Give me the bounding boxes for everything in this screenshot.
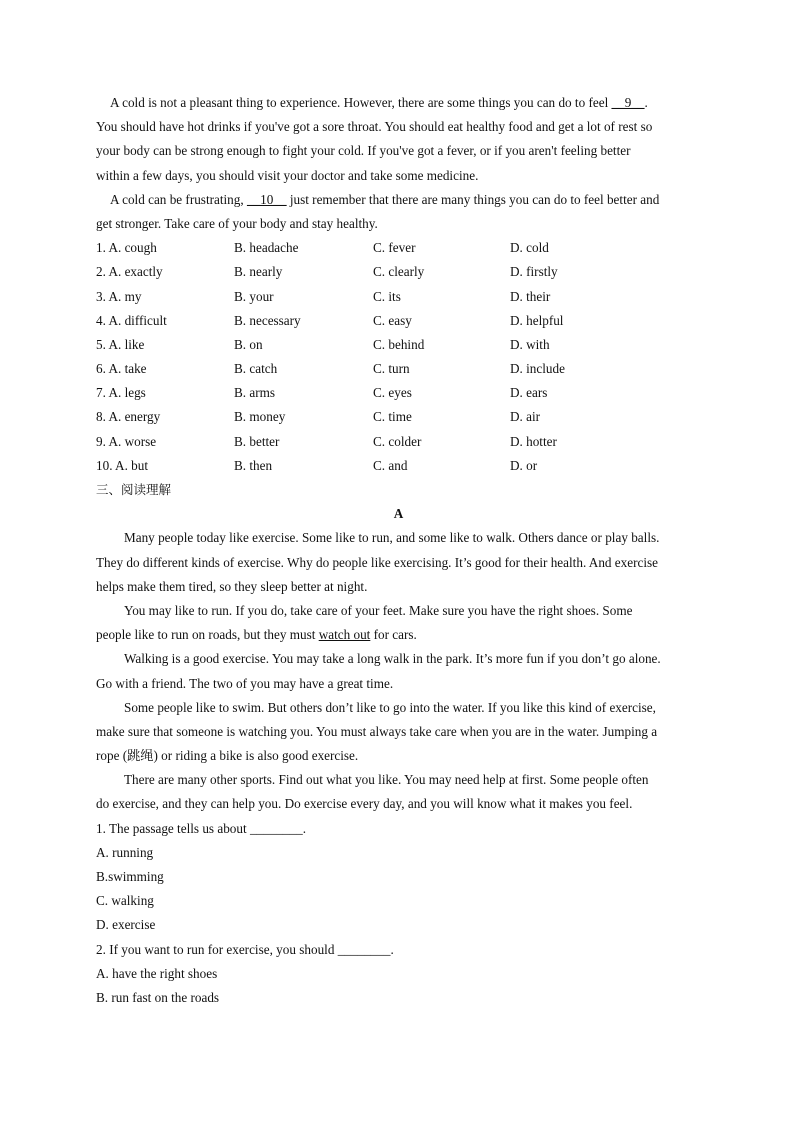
passage-line: Some people like to swim. But others don’t like to go into the water. If you like this kind of exercise, (124, 699, 656, 715)
document-page (96, 91, 701, 1010)
option-row (96, 405, 701, 429)
text-segment: . (644, 95, 648, 110)
answer-option: B. run fast on the roads (96, 989, 220, 1005)
passage-line: You should have hot drinks if you've got a sore throat. You should eat healthy food and get a lot of rest so (96, 119, 653, 135)
option-a: 10. A. but (96, 457, 149, 473)
option-row (96, 285, 701, 309)
passage-line: rope (跳绳) or riding a bike is also good exercise. (96, 748, 359, 764)
option-d: D. their (510, 288, 551, 304)
passage-line: within a few days, you should visit your doctor and take some medicine. (96, 167, 479, 183)
passage-line (96, 188, 701, 212)
option-row (96, 236, 701, 260)
option-c: C. its (373, 288, 401, 304)
passage-line: helps make them tired, so they sleep better at night. (96, 578, 368, 594)
text-segment: just remember that there are many things you can do to feel better and (286, 191, 660, 207)
section-heading: 三、阅读理解 (96, 482, 172, 497)
cloze-passage (96, 91, 701, 236)
option-c: C. turn (373, 361, 410, 377)
option-b: B. nearly (234, 264, 283, 280)
text-segment: people like to run on roads, but they must (96, 627, 319, 643)
reading-passage (96, 526, 701, 816)
passage-line: make sure that someone is watching you. You must always take care when you are in the water. Jumping a (96, 723, 658, 739)
option-d: D. include (510, 361, 565, 377)
option-row (96, 381, 701, 405)
option-b: B. money (234, 409, 286, 425)
option-b: B. your (234, 288, 274, 304)
option-a: 1. A. cough (96, 240, 157, 256)
passage-line: get stronger. Take care of your body and stay healthy. (96, 215, 378, 231)
passage-line: Many people today like exercise. Some like to run, and some like to walk. Others dance or play balls. (124, 530, 660, 546)
answer-option: D. exercise (96, 917, 156, 933)
option-c: C. eyes (373, 385, 412, 401)
passage-line: There are many other sports. Find out what you like. You may need help at first. Some people often (124, 772, 649, 788)
option-b: B. on (234, 336, 263, 352)
passage-line: Go with a friend. The two of you may have a great time. (96, 675, 394, 691)
passage-line (96, 623, 701, 647)
option-a: 8. A. energy (96, 409, 161, 425)
option-b: B. then (234, 457, 273, 473)
option-a: 6. A. take (96, 361, 147, 377)
option-d: D. cold (510, 240, 549, 256)
passage-line: your body can be strong enough to fight your cold. If you've got a fever, or if you aren't feeling better (96, 143, 631, 159)
answer-option: B.swimming (96, 869, 164, 884)
option-c: C. clearly (373, 264, 425, 280)
cloze-options (96, 236, 701, 478)
underlined-phrase: watch out (318, 627, 371, 643)
option-a: 5. A. like (96, 336, 145, 352)
option-row (96, 309, 701, 333)
option-d: D. ears (510, 385, 548, 401)
option-c: C. colder (373, 433, 422, 449)
passage-line: Walking is a good exercise. You may take a long walk in the park. It’s more fun if you don’t go alone. (124, 651, 661, 667)
blank-9: __9__ (611, 95, 645, 110)
option-a: 4. A. difficult (96, 312, 167, 328)
option-b: B. necessary (234, 312, 301, 328)
option-c: C. easy (373, 312, 412, 328)
option-row (96, 430, 701, 454)
option-d: D. firstly (510, 264, 558, 280)
question-stem: 1. The passage tells us about ________. (96, 820, 306, 836)
option-b: B. catch (234, 361, 278, 377)
text-segment: A cold can be frustrating, (110, 191, 247, 207)
option-a: 9. A. worse (96, 433, 157, 449)
option-d: D. air (510, 409, 541, 425)
passage-line (96, 91, 701, 115)
option-b: B. headache (234, 240, 299, 256)
text-segment: A cold is not a pleasant thing to experience. However, there are some things you can do to feel (110, 95, 612, 110)
option-d: D. hotter (510, 433, 557, 449)
answer-option: A. running (96, 844, 154, 860)
blank-10: __10__ (246, 191, 287, 207)
option-row (96, 454, 701, 478)
text-segment: for cars. (370, 627, 417, 643)
option-row (96, 333, 701, 357)
option-c: C. behind (373, 336, 425, 352)
option-b: B. better (234, 433, 280, 449)
passage-line: They do different kinds of exercise. Why do people like exercising. It’s good for their health. And exercise (96, 554, 659, 570)
option-d: D. with (510, 336, 550, 352)
passage-label: A (393, 506, 404, 522)
option-b: B. arms (234, 385, 276, 401)
question-stem: 2. If you want to run for exercise, you should ________. (96, 941, 394, 957)
option-a: 2. A. exactly (96, 264, 163, 280)
option-d: D. or (510, 457, 538, 473)
passage-line: You may like to run. If you do, take care of your feet. Make sure you have the right shoes. Some (124, 602, 633, 618)
option-a: 3. A. my (96, 288, 142, 304)
option-d: D. helpful (510, 312, 564, 328)
option-row (96, 260, 701, 284)
option-row (96, 357, 701, 381)
option-c: C. time (373, 409, 412, 425)
answer-option: A. have the right shoes (96, 965, 218, 981)
option-c: C. and (373, 457, 408, 473)
option-a: 7. A. legs (96, 385, 146, 401)
question-list (96, 817, 701, 1011)
option-c: C. fever (373, 240, 416, 256)
passage-line: do exercise, and they can help you. Do exercise every day, and you will know what it makes you feel. (96, 796, 633, 812)
answer-option: C. walking (96, 893, 154, 909)
